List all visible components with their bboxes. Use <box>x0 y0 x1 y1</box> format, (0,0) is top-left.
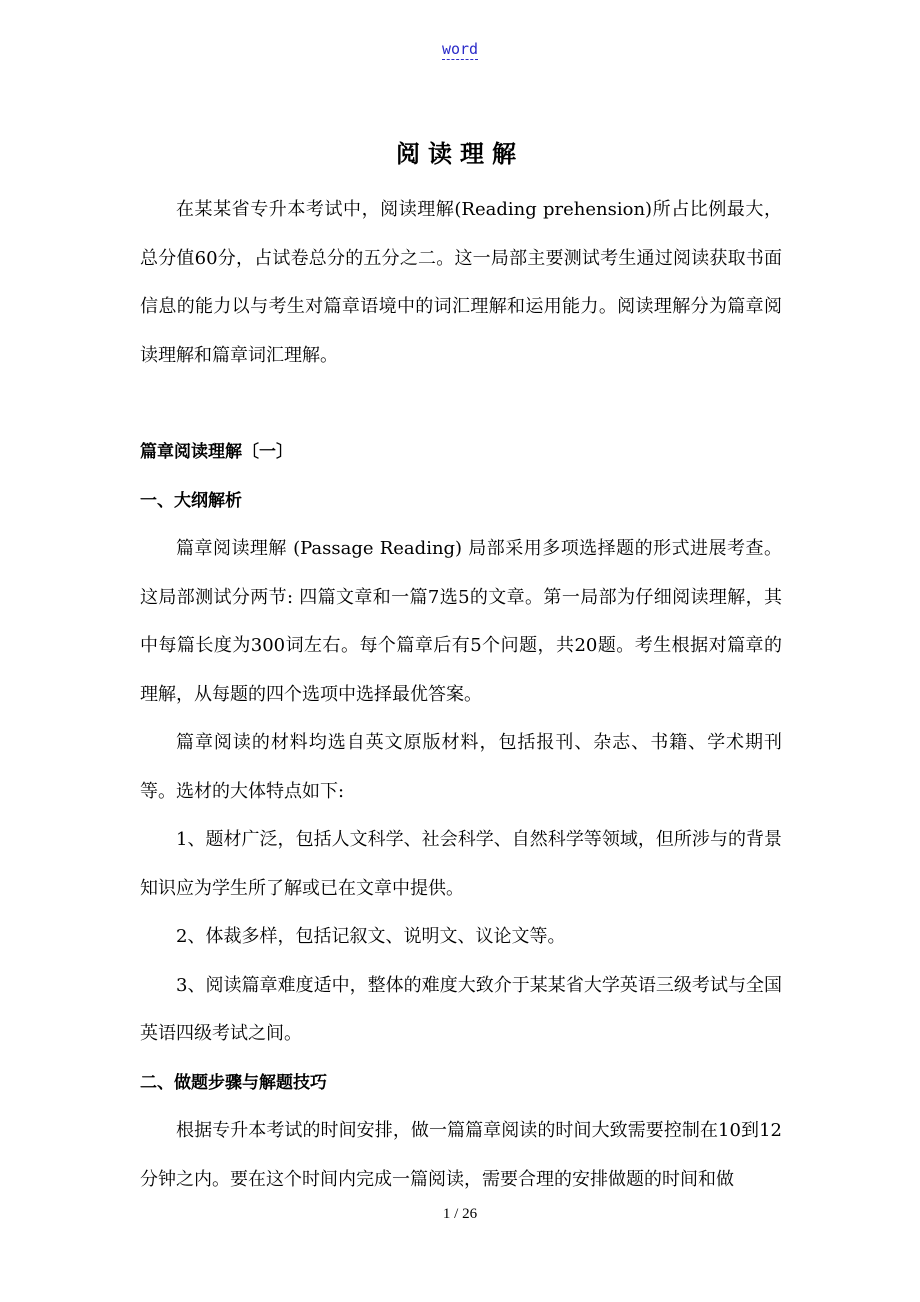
list-item: 3、阅读篇章难度适中，整体的难度大致介于某某省大学英语三级考试与全国英语四级考试之间。 <box>140 974 782 1044</box>
list-item: 2、体裁多样，包括记叙文、说明文、议论文等。 <box>176 926 566 947</box>
outline-heading: 一、大纲解析 <box>140 490 242 511</box>
spacer <box>140 380 782 428</box>
header-word-link-text[interactable]: word <box>441 40 479 58</box>
outline-paragraph-1: 篇章阅读理解 (Passage Reading) 局部采用多项选择题的形式进展考查。这局部测试分两节: 四篇文章和一篇7选5的文章。第一局部为仔细阅读理解，其中每篇长度为300词左右。每个篇章后有5个问题，共20题。考生根据对篇章的理解，从每题的四个选项中选择最优答案。 <box>140 538 782 705</box>
document-body <box>140 186 782 1204</box>
document-title: 阅读理解 <box>396 139 524 168</box>
steps-heading: 二、做题步骤与解题技巧 <box>140 1072 327 1093</box>
section-title: 篇章阅读理解〔一〕 <box>140 442 293 462</box>
header-word-link[interactable] <box>0 40 920 58</box>
steps-paragraph-1: 根据专升本考试的时间安排，做一篇篇章阅读的时间大致需要控制在10到12分钟之内。要在这个时间内完成一篇阅读，需要合理的安排做题的时间和做 <box>140 1120 782 1190</box>
outline-paragraph-2: 篇章阅读的材料均选自英文原版材料，包括报刊、杂志、书籍、学术期刊等。选材的大体特点如下: <box>140 732 782 802</box>
page-number: 1 / 26 <box>442 1206 478 1222</box>
intro-paragraph: 在某某省专升本考试中，阅读理解(Reading prehension)所占比例最大，总分值60分，占试卷总分的五分之二。这一局部主要测试考生通过阅读获取书面信息的能力以与考生对篇章语境中的词汇理解和运用能力。阅读理解分为篇章阅读理解和篇章词汇理解。 <box>140 199 782 366</box>
list-item: 1、题材广泛，包括人文科学、社会科学、自然科学等领域，但所涉与的背景知识应为学生所了解或已在文章中提供。 <box>140 829 782 899</box>
